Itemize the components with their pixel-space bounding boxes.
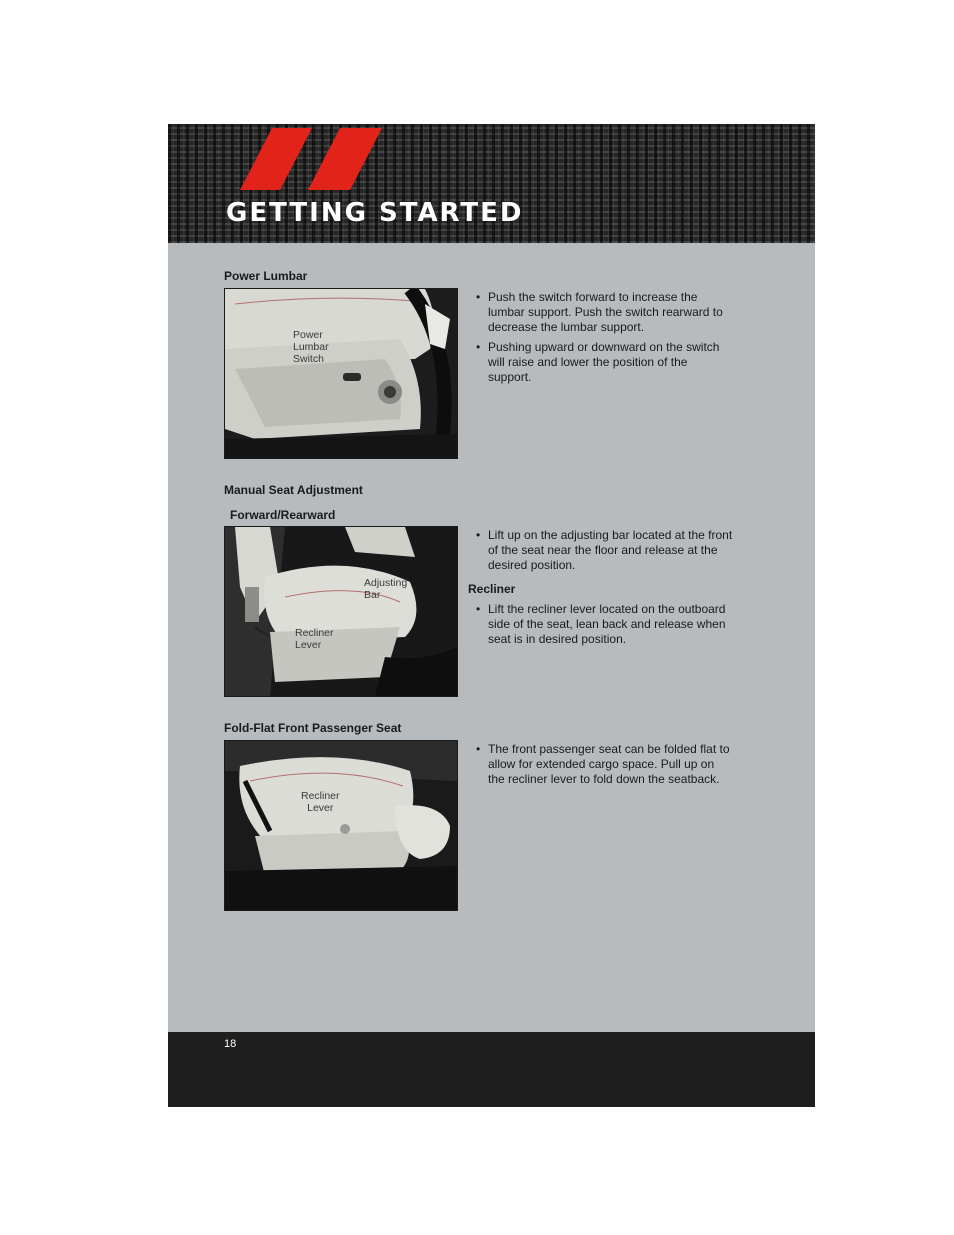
manual-seat-list (474, 528, 734, 578)
power-lumbar-list (474, 290, 734, 390)
list-item: • Lift the recliner lever located on the outboard side of the seat, lean back and release when seat is in desired position. (488, 602, 734, 647)
fold-flat-list (474, 742, 734, 792)
recliner-heading: Recliner (468, 582, 516, 596)
page-title: GETTING STARTED (226, 198, 524, 228)
fold-flat-recliner-lever-label: Recliner Lever (301, 790, 340, 814)
adjusting-bar-label: Adjusting Bar (364, 577, 408, 601)
page-number: 18 (224, 1038, 237, 1050)
list-item: • Push the switch forward to increase the lumbar support. Push the switch rearward to decrease the lumbar support. (488, 290, 734, 335)
power-lumbar-photo (224, 288, 458, 459)
section-header (168, 124, 815, 243)
power-lumbar-switch-label: Power Lumbar Switch (293, 329, 329, 365)
manual-page (168, 124, 815, 1107)
list-item: • Pushing upward or downward on the switch will raise and lower the position of the support. (488, 340, 734, 385)
page-footer (168, 1032, 815, 1107)
list-item: • Lift up on the adjusting bar located at the front of the seat near the floor and release at the desired position. (488, 528, 734, 573)
recliner-lever-label: Recliner Lever (295, 627, 334, 651)
manual-seat-heading: Manual Seat Adjustment (224, 483, 363, 497)
recliner-list (474, 602, 734, 652)
brand-stripes-icon (240, 128, 390, 190)
forward-rearward-subheading: Forward/Rearward (230, 508, 336, 522)
fold-flat-heading: Fold-Flat Front Passenger Seat (224, 721, 402, 735)
list-item: • The front passenger seat can be folded flat to allow for extended cargo space. Pull up on the recliner lever to fold down the seatback. (488, 742, 734, 787)
fold-flat-photo (224, 740, 458, 911)
manual-seat-photo (224, 526, 458, 697)
power-lumbar-heading: Power Lumbar (224, 269, 308, 283)
